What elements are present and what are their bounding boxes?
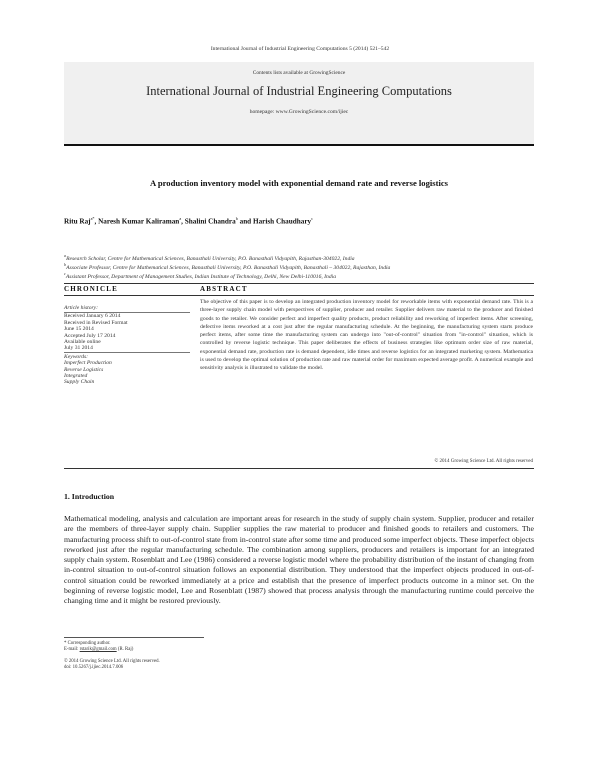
history-label: Article history:	[64, 305, 99, 311]
doi: doi: 10.5267/j.ijiec.2014.7.006	[64, 665, 124, 670]
affiliation-sup: c	[64, 271, 66, 276]
author-name: Shalini Chandra	[184, 217, 236, 226]
author-name: Harish Chaudhary	[252, 217, 312, 226]
email-link[interactable]: rstarik@gmail.com	[79, 647, 117, 652]
history-item: Received January 6 2014	[64, 313, 121, 320]
history-item: Available online	[64, 339, 101, 346]
journal-homepage[interactable]: homepage: www.GrowingScience.com/ijiec	[249, 109, 349, 115]
history-item: Received in Revised Format	[64, 319, 128, 326]
abstract-text: The objective of this paper is to develop an integrated production inventory model for reworkable items with exponential demand rate. This is a three-layer supply chain model with perspectives of supplier, producer and retailer. Supplier delivers raw material to the producer and finished goods to the retailer. We consider perfect and imperfect quality products, product reliability and reworking of imperfect items. After screening, defective items reworked at a cost just after the regular manufacturing schedule. At the beginning, the manufacturing system starts produce perfect items, after some time the manufacturing system can undergo into "out-of-control" situation from "in-control" situation, which is controlled by reverse logistic technique. This paper deliberates the effects of business strategies like optimum order size of raw material, exponential demand rate, production rate is demand dependent, idle times and reverse logistics for an integrated marketing system. Mathematica is used to develop the optimal solution of production rate and raw material order for maximum expected average profit. A numerical example and sensitivity analysis is illustrated to validate the model.	[200, 299, 533, 372]
affiliation-sup: a	[64, 253, 67, 258]
email-owner: (R. Raj)	[117, 647, 134, 652]
section-rule-bottom	[64, 295, 534, 296]
section-rule-top	[64, 283, 534, 284]
corresponding-note: * Corresponding author.	[64, 641, 111, 646]
history-item: Accepted July 17 2014	[64, 332, 116, 339]
keyword: Integrated	[64, 373, 88, 380]
chronicle-heading: CHRONICLE	[64, 285, 118, 293]
banner-bottom-rule	[64, 144, 534, 146]
contents-line: Contents lists available at GrowingScience	[252, 70, 346, 76]
email-label: E-mail:	[64, 647, 79, 652]
affiliation-text: Associate Professor, Centre for Mathematical Sciences, Banasthali University, P.O. Banasthali Vidyapith, Banasthali – 304022, Rajasthan, India	[66, 264, 391, 271]
email-line	[64, 647, 364, 653]
article-info	[64, 305, 190, 386]
affiliation-text: Research Scholar, Centre for Mathematical Sciences, Banasthali University, P.O. Banasthali Vidyapith, Rajasthan-304022, India	[66, 255, 355, 262]
author-name: Naresh Kumar Kaliraman	[98, 217, 180, 226]
abstract-heading: ABSTRACT	[200, 285, 248, 293]
footnote-separator	[64, 637, 204, 638]
footer-copyright: © 2014 Growing Science Ltd. All rights reserved.	[64, 659, 160, 664]
running-head: International Journal of Industrial Engineering Computations 5 (2014) 521–542	[210, 46, 390, 52]
author-sup: b	[235, 216, 238, 221]
keyword: Supply Chain	[64, 379, 95, 386]
history-item: June 15 2014	[64, 326, 94, 333]
keyword: Imperfect Production	[64, 360, 112, 367]
keyword: Reverse Logistics	[64, 366, 104, 373]
affiliation-text: Assistant Professor, Department of Management Studies, Indian Institute of Technology, Delhi, New Delhi-110016, India	[65, 273, 336, 280]
article-title: A production inventory model with exponential demand rate and reverse logistics	[149, 178, 449, 188]
author-list: Ritu Raj$^{a*}$, Naresh Kumar Kaliraman$^a$, Shalini Chandra$^b$ and Harish Chaudhary$^c$	[64, 216, 313, 226]
introduction-text: Mathematical modeling, analysis and calculation are important areas for research in the study of supply chain system. Supplier, producer and retailer are the members of three-layer supply chain. Supplier supplies the raw material to producer and finished goods to retailers and customers. The manufacturing process shift to out-of-control state from in-control state after some time and produced some imperfect objects. These imperfect objects reworked just after the regular manufacturing schedule. The combination among suppliers, producers and retailers is important for an integrated supply chain system. Rosenblatt and Lee (1986) considered a reverse logistic model where the probability distribution of the instant of changing from in-control situation to out-of-control situation follows an exponential distribution. They understood that the imperfect objects produced in out-of-control situation could be reworked immediately at a price and establish that the presence of imperfect products outcome in a minor set. On the beginning of reverse logistic model, Lee and Rosenblatt (1987) showed that process analysis through the manufacturing runtime could perceive the changing time and it might be restored previously.	[64, 514, 534, 606]
author-sup: a*	[90, 216, 95, 221]
journal-title: International Journal of Industrial Engineering Computations	[146, 84, 452, 98]
author-sup: c	[311, 216, 313, 221]
author-name: Ritu Raj	[64, 217, 91, 226]
affiliation	[64, 270, 534, 281]
author-sup: a	[179, 216, 182, 221]
history-item: July 31 2014	[64, 345, 93, 352]
affiliation-sup: b	[64, 262, 67, 267]
introduction-heading: 1. Introduction	[64, 492, 115, 501]
abstract-end-rule	[64, 468, 534, 469]
keywords-label: Keywords:	[64, 353, 89, 360]
abstract-copyright: © 2014 Growing Science Ltd. All rights reserved	[434, 459, 533, 464]
